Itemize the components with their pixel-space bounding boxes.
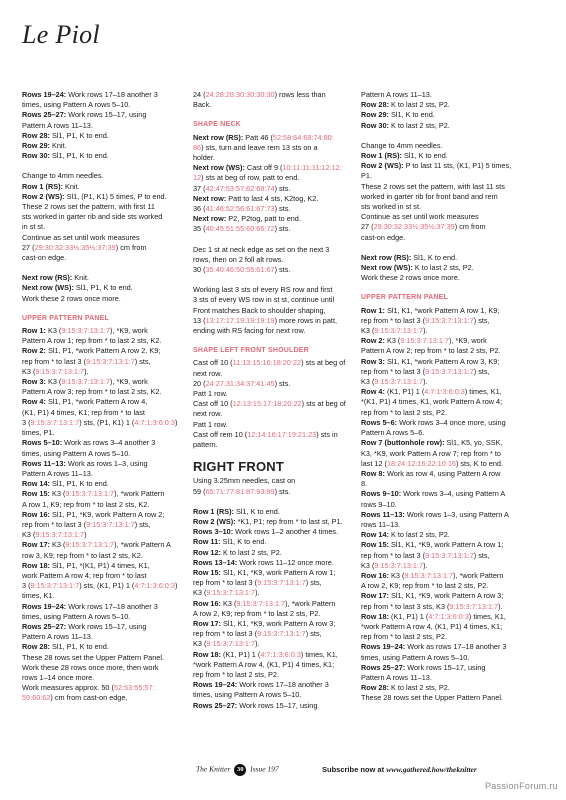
text-column-1 <box>22 90 180 714</box>
instruction-line: A row 1, K9; rep from * to last 2 sts, K2. <box>22 499 150 509</box>
instruction-line: Row 17: K3 (9:15:3:7:13:1:7), *work Pattern A <box>22 540 171 550</box>
instruction-line: Row 4: (K1, P1) 1 (4:7:1:3:6:0:3) times, K1, <box>361 387 502 397</box>
instruction-line: 13 (13:17:17:19:19:19:19) more rows in patt, <box>193 315 338 325</box>
instruction-line: Rows 5–6: Work rows 3–4 once more, using <box>361 417 506 427</box>
watermark: PassionForum.ru <box>484 781 558 791</box>
instruction-line: times, using Pattern A rows 5–10. <box>22 100 131 110</box>
instruction-line: Next row (RS): Knit. <box>22 273 89 283</box>
page-number-badge: 30 <box>234 764 246 776</box>
instruction-line: K3 (9:15:3:7:13:1:7). <box>361 326 428 336</box>
instruction-paragraph <box>22 326 180 704</box>
instruction-line: rows 11–13. <box>361 519 401 529</box>
instruction-line: Row 29: Sl1, K to end. <box>361 110 435 120</box>
instruction-line: rep from * to last 3 (9:15:3:7:13:1:7) sts, <box>361 366 490 376</box>
instruction-paragraph <box>193 245 351 276</box>
instruction-line: Row 28: Sl1, P1, K to end. <box>22 130 109 140</box>
subscribe-text: Subscribe now at <box>322 765 385 774</box>
instruction-line: Row 29: Knit. <box>22 141 67 151</box>
instruction-line: Row 28: Sl1, P1, K to end. <box>22 642 109 652</box>
instruction-line: 8. <box>361 479 368 489</box>
instruction-line: Row 2 (WS): *K1, P1; rep from * to last st, P1. <box>193 516 343 526</box>
instruction-line: 35 (40:45:51:55:60:66:72) sts. <box>193 224 291 234</box>
instruction-line: Row 4: Sl1, P1, *work Pattern A row 4, <box>22 397 148 407</box>
instruction-line: Continue as set until work measures <box>22 232 140 242</box>
instruction-line: (K1, P1) 4 times, K1; rep from * to last <box>22 407 145 417</box>
instruction-line: Row 15: K3 (9:15:3:7:13:1:7), *work Pattern <box>22 489 165 499</box>
instruction-line: Work these 28 rows once more, then work <box>22 662 159 672</box>
instruction-line: Pattern A rows 11–13. <box>22 632 93 642</box>
instruction-line: rep from * to last 3 (9:15:3:7:13:1:7) sts, <box>193 629 322 639</box>
instruction-line: 3 sts of every WS row in st st, continue until <box>193 295 335 305</box>
instruction-line: Row 30: Sl1, P1, K to end. <box>22 151 109 161</box>
instruction-paragraph <box>193 476 351 496</box>
instruction-line: Rows 11–13: Work rows 1–3, using Pattern A <box>361 509 509 519</box>
instruction-line: cast-on edge. <box>361 232 406 242</box>
instruction-line: Row 17: Sl1, K1, *K9, work Pattern A row 3; <box>361 591 504 601</box>
instruction-paragraph <box>22 90 180 161</box>
instruction-line: K3 (9:15:3:7:13:1:7). <box>361 377 428 387</box>
instruction-line: Pattern A rows 11–13. <box>22 468 93 478</box>
instruction-line: Row 28: K to last 2 sts, P2. <box>361 100 450 110</box>
instruction-line: Cast off rem 10 (12:14:16:17:19:21:23) sts in <box>193 429 338 439</box>
instruction-line: These 2 rows set the pattern, with first 11 <box>22 202 155 212</box>
section-heading: UPPER PATTERN PANEL <box>22 314 110 322</box>
instruction-line: Back. <box>193 100 212 110</box>
major-heading: RIGHT FRONT <box>193 459 285 475</box>
instruction-line: K3 (9:15:3:7:13:1:7). <box>193 639 260 649</box>
instruction-line: Patt 1 row. <box>193 389 228 399</box>
instruction-line: Rows 25–27: Work rows 15–17, using <box>361 662 486 672</box>
instruction-paragraph <box>22 273 180 304</box>
instruction-line: Row 30: K to last 2 sts, P2. <box>361 120 450 130</box>
instruction-line: 27 (29:30:32:33½:35½:37:39) cm from <box>361 222 486 232</box>
instruction-line: Next row: Patt to last 4 sts, K2tog, K2. <box>193 193 319 203</box>
instruction-line: rep from * to last 3 (9:15:3:7:13:1:7) sts, <box>193 578 322 588</box>
instruction-line: times, using Pattern A rows 5–10. <box>361 652 470 662</box>
instruction-line: Row 3: Sl1, K1, *work Pattern A row 3, K9; <box>361 356 500 366</box>
instruction-line: Row 1: Sl1, K1, *work Pattern A row 1, K9; <box>361 305 500 315</box>
instruction-line: 20 (24:27:31:34:37:41:45) sts. <box>193 378 291 388</box>
instruction-line: A row 2, K9; rep from * to last 2 sts, P2. <box>193 608 321 618</box>
instruction-paragraph <box>193 90 351 110</box>
instruction-line: Row 18: (K1, P1) 1 (4:7:1:3:6:0:3) times, K1, <box>361 611 506 621</box>
instruction-line: Row 18: (K1, P1) 1 (4:7:1:3:6:0:3) times, K1, <box>193 649 338 659</box>
instruction-line: Row 2 (WS): Sl1, (P1, K1) 5 times, P to end. <box>22 191 167 201</box>
section-heading: SHAPE LEFT FRONT SHOULDER <box>193 347 309 355</box>
instruction-line: Patt 1 row. <box>193 419 228 429</box>
instruction-line: 86) sts, turn and leave rem 13 sts on a <box>193 142 318 152</box>
instruction-line: times, using Pattern A rows 5–10. <box>193 690 302 700</box>
instruction-line: Rows 11–13: Work as rows 1–3, using <box>22 458 148 468</box>
instruction-line: Row 1 (RS): Sl1, K to end. <box>193 506 280 516</box>
instruction-line: rows, then on 2 foll alt rows. <box>193 254 284 264</box>
instruction-line: Rows 5–10: Work as rows 3–4 another 3 <box>22 438 156 448</box>
page-title: Le Piol <box>22 20 100 49</box>
instruction-line: 24 (24:28:28:30:30:30:30) rows less than <box>193 90 326 99</box>
instruction-line: Rows 19–24: Work rows 17–18 another 3 <box>22 90 158 99</box>
instruction-line: Rows 13–14: Work rows 11–12 once more. <box>193 557 334 567</box>
instruction-line: These 2 rows set the pattern, with last 11 sts <box>361 181 505 191</box>
instruction-line: Row 16: K3 (9:15:3:7:13:1:7), *work Pattern <box>193 598 336 608</box>
instruction-line: rep from * to last 3 (9:15:3:7:13:1:7) sts, <box>22 519 151 529</box>
instruction-line: 12) sts at beg of row, patt to end. <box>193 173 300 183</box>
instruction-line: Next row: P2, P2tog, patt to end. <box>193 214 301 224</box>
instruction-line: Row 11: Sl1, K to end. <box>193 537 267 547</box>
instruction-line: row 3, K9; rep from * to last 2 sts, K2. <box>22 550 143 560</box>
instruction-line: Pattern A rows 11–13. <box>361 90 432 99</box>
text-column-2 <box>193 90 351 721</box>
instruction-line: Row 2 (WS): P to last 11 sts, (K1, P1) 5 times, <box>361 161 512 171</box>
instruction-line: Cast off 10 (11:13:15:16:18:20:22) sts at beg of <box>193 358 346 368</box>
instruction-line: 3 (9:15:3:7:13:1:7) sts, (K1, P1) 1 (4:7:1:3:6:0:3) times, K1. <box>22 581 178 601</box>
instruction-line: *work Pattern A row 4, (K1, P1) 4 times, K1; <box>361 621 503 631</box>
instruction-line: 36 (41:46:52:56:61:67:73) sts. <box>193 204 291 214</box>
instruction-line: Rows 25–27: Work rows 15–17, using <box>193 700 318 710</box>
instruction-line: rep from * to last 2 sts, P2. <box>361 632 447 642</box>
instruction-line: 59:60:62) cm from cast-on edge, <box>22 693 128 703</box>
instruction-line: rows 9–10. <box>361 499 397 509</box>
instruction-line: sts worked in garter rib and side sts worked <box>22 212 163 222</box>
instruction-line: Dec 1 st at neck edge as set on the next 3 <box>193 244 330 254</box>
instruction-line: Row 12: K to last 2 sts, P2. <box>193 547 282 557</box>
instruction-line: Row 15: Sl1, K1, *K9, work Pattern A row 1; <box>193 567 336 577</box>
instruction-line: Using 3.25mm needles, cast on <box>193 476 296 486</box>
instruction-line: These 28 rows set the Upper Pattern Panel. <box>22 652 164 662</box>
instruction-line: times, using Pattern A rows 5–10. <box>22 611 131 621</box>
instruction-line: next row. <box>193 409 223 419</box>
instruction-line: Working last 3 sts of every RS row and first <box>193 285 333 295</box>
instruction-line: Pattern A row 1; rep from * to last 2 sts, K2. <box>22 336 162 346</box>
instruction-line: Work these 2 rows once more. <box>361 273 460 283</box>
instruction-line: Row 28: K to last 2 sts, P2. <box>361 683 450 693</box>
instruction-line: Change to 4mm needles. <box>22 171 104 181</box>
instruction-line: Rows 19–24: Work as rows 17–18 another 3 <box>361 642 507 652</box>
instruction-line: cast-on edge. <box>22 253 67 263</box>
instruction-line: Cast off 10 (12:13:15:17:18:20:22) sts at beg of <box>193 399 346 409</box>
instruction-line: times, using Pattern A rows 5–10. <box>22 448 131 458</box>
instruction-line: Row 17: Sl1, K1, *K9, work Pattern A row 3; <box>193 618 336 628</box>
instruction-line: rep from * to last 3 (9:15:3:7:13:1:7) sts, <box>22 356 151 366</box>
instruction-line: Work these 2 rows once more. <box>22 293 121 303</box>
footer-magazine <box>196 764 279 776</box>
instruction-line: 27 (29:30:32:33½:35½:37:39) cm from <box>22 242 147 252</box>
instruction-line: pattern. <box>193 440 218 450</box>
instruction-line: Row 7 (buttonhole row): Sl1, K5, yo, SSK, <box>361 438 503 448</box>
instruction-line: K3 (9:15:3:7:13:1:7). <box>193 588 260 598</box>
instruction-line: Next row (WS): Sl1, P1, K to end. <box>22 283 133 293</box>
instruction-line: Row 16: Sl1, P1, *K9, work Pattern A row 2; <box>22 509 165 519</box>
instruction-line: Pattern A row 3; rep from * to last 2 sts, K2. <box>22 387 162 397</box>
instruction-line: Next row (RS): Patt 46 (52:58:64:68:74:80: <box>193 132 334 142</box>
instruction-paragraph <box>361 306 519 704</box>
instruction-line: Rows 25–27: Work rows 15–17, using <box>22 621 147 631</box>
instruction-line: Row 1 (RS): Knit. <box>22 181 80 191</box>
instruction-line: P1. <box>361 171 372 181</box>
instruction-line: times, P1. <box>22 428 55 438</box>
instruction-paragraph <box>193 507 351 711</box>
instruction-line: Row 1 (RS): Sl1, K to end. <box>361 151 448 161</box>
instruction-line: ending with RS facing for next row. <box>193 326 306 336</box>
instruction-line: These 28 rows set the Upper Pattern Panel. <box>361 693 503 703</box>
instruction-line: *(K1, P1) 4 times, K1, work Pattern A row 4; <box>361 397 503 407</box>
instruction-line: Row 8: Work as row 4, using Pattern A row <box>361 468 501 478</box>
issue-number: Issue 197 <box>250 764 279 774</box>
instruction-line: Pattern A rows 5–6. <box>361 428 425 438</box>
instruction-paragraph <box>361 90 519 131</box>
instruction-line: Row 18: Sl1, P1, *(K1, P1) 4 times, K1, <box>22 560 150 570</box>
instruction-line: Row 1: K3 (9:15:3:7:13:1:7), *K9, work <box>22 326 148 336</box>
instruction-line: 59 (65:71:77:81:87:93:99) sts. <box>193 486 291 496</box>
instruction-line: Row 16: K3 (9:15:3:7:13:1:7), *work Pattern <box>361 570 504 580</box>
instruction-line: Next row (WS): Cast off 9 (10:11:11:11:12:12: <box>193 163 342 173</box>
instruction-line: holder. <box>193 153 215 163</box>
instruction-line: Pattern A rows 11–13. <box>361 672 432 682</box>
instruction-line: 37 (42:47:53:57:62:68:74) sts. <box>193 183 291 193</box>
instruction-line: Row 14: Sl1, P1, K to end. <box>22 479 109 489</box>
instruction-line: K3 (9:15:3:7:13:1:7) <box>22 530 87 540</box>
instruction-line: last 12 (18:24:12:16:22:10:16) sts, K to end. <box>361 458 503 468</box>
instruction-line: Rows 19–24: Work rows 17–18 another 3 <box>22 601 158 611</box>
section-heading: SHAPE NECK <box>193 121 241 129</box>
instruction-paragraph <box>361 141 519 243</box>
instruction-line: Front matches Back to shoulder shaping, <box>193 305 326 315</box>
instruction-line: in st st. <box>22 222 46 232</box>
instruction-line: Pattern A row 2; rep from * to last 2 sts, P2. <box>361 346 501 356</box>
instruction-line: sts worked in st st. <box>361 202 422 212</box>
instruction-line: K3, *K9, work Pattern A row 7; rep from * to <box>361 448 501 458</box>
instruction-paragraph <box>193 133 351 235</box>
instruction-paragraph <box>193 358 351 450</box>
instruction-line: worked in garter rib for front band and rem <box>361 191 498 201</box>
section-heading: UPPER PATTERN PANEL <box>361 294 449 302</box>
instruction-line: rep from * to last 3 (9:15:3:7:13:1:7) sts, <box>361 550 490 560</box>
instruction-line: rep from * to last 2 sts, P2. <box>193 669 279 679</box>
instruction-paragraph <box>193 285 351 336</box>
instruction-line: A row 2, K9; rep from * to last 2 sts, P2. <box>361 581 489 591</box>
instruction-line: 30 (35:40:46:50:55:61:67) sts. <box>193 265 291 275</box>
instruction-line: Change to 4mm needles. <box>361 140 443 150</box>
instruction-line: Rows 3–10: Work rows 1–2 another 4 times. <box>193 527 339 537</box>
instruction-line: Row 2: K3 (9:15:3:7:13:1:7), *K9, work <box>361 336 487 346</box>
instruction-line: Next row (WS): K to last 2 sts, P2. <box>361 263 474 273</box>
instruction-line: Rows 25–27: Work rows 15–17, using <box>22 110 147 120</box>
subscribe-link[interactable]: www.gathered.how/theknitter <box>386 765 477 774</box>
instruction-line: Row 14: K to last 2 sts, P2. <box>361 530 450 540</box>
instruction-line: Rows 19–24: Work rows 17–18 another 3 <box>193 680 329 690</box>
instruction-paragraph <box>361 253 519 284</box>
instruction-line: Next row (RS): Sl1, K to end. <box>361 252 458 262</box>
instruction-line: K3 (9:15:3:7:13:1:7). <box>22 366 89 376</box>
magazine-name: The Knitter <box>196 764 231 774</box>
footer-subscribe <box>322 765 477 774</box>
instruction-line: Row 2: Sl1, P1, *work Pattern A row 2, K9; <box>22 346 161 356</box>
instruction-line: 3 (9:15:3:7:13:1:7) sts, (P1, K1) 1 (4:7:1:3:6:0:3) <box>22 417 178 427</box>
instruction-line: Row 3: K3 (9:15:3:7:13:1:7), *K9, work <box>22 377 148 387</box>
instruction-line: Work measures approx. 50 (52:53:55:57: <box>22 683 155 693</box>
instruction-line: Pattern A rows 11–13. <box>22 120 93 130</box>
instruction-line: rep from * to last 2 sts, P2. <box>361 407 447 417</box>
instruction-line: Rows 9–10: Work rows 3–4, using Pattern A <box>361 489 506 499</box>
instruction-paragraph <box>22 171 180 263</box>
text-column-3 <box>361 90 519 714</box>
instruction-line: rows 1–14 once more. <box>22 672 95 682</box>
instruction-line: rep from * to last 3 (9:15:3:7:13:1:7) sts, <box>361 315 490 325</box>
instruction-line: Row 15: Sl1, K1, *K9, work Pattern A row 1; <box>361 540 504 550</box>
instruction-line: rep from * to last 3 sts, K3 (9:15:3:7:13:1:7). <box>361 601 503 611</box>
instruction-line: K3 (9:15:3:7:13:1:7). <box>361 560 428 570</box>
instruction-line: next row. <box>193 368 223 378</box>
instruction-line: Continue as set until work measures <box>361 212 479 222</box>
instruction-line: work Pattern A row 4; rep from * to last <box>22 570 147 580</box>
instruction-line: *work Pattern A row 4, (K1, P1) 4 times, K1; <box>193 659 335 669</box>
